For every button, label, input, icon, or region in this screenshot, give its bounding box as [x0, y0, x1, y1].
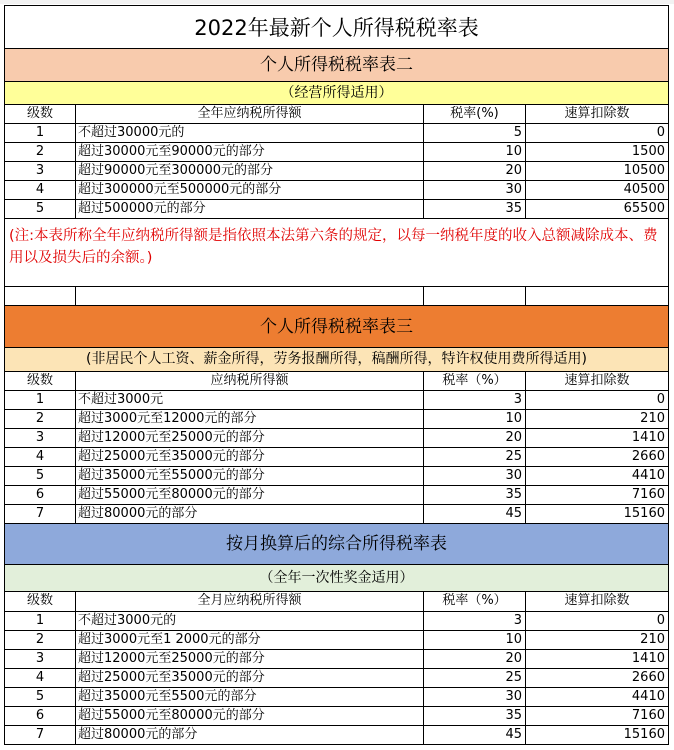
- level-cell[interactable]: 4: [4, 669, 76, 688]
- table-row: [4, 486, 669, 505]
- income-range-cell[interactable]: 超过35000元至5500元的部分: [76, 688, 424, 707]
- income-range-cell[interactable]: 超过12000元至25000元的部分: [76, 650, 424, 669]
- level-cell[interactable]: 3: [4, 429, 76, 448]
- header-level[interactable]: 级数: [4, 372, 76, 391]
- table-row: [4, 391, 669, 410]
- deduction-cell[interactable]: 210: [526, 410, 669, 429]
- table-row: [4, 162, 669, 181]
- deduction-cell[interactable]: 1500: [526, 143, 669, 162]
- empty-row: [4, 287, 669, 306]
- table2-note[interactable]: (注:本表所称全年应纳税所得额是指依照本法第六条的规定，以每一纳税年度的收入总额减除成本、费用以及损失后的余额。): [4, 219, 669, 287]
- income-range-cell[interactable]: 超过55000元至80000元的部分: [76, 486, 424, 505]
- table-row: [4, 688, 669, 707]
- table2-header-row: [4, 105, 669, 124]
- deduction-cell[interactable]: 10500: [526, 162, 669, 181]
- level-cell[interactable]: 4: [4, 448, 76, 467]
- table-row: [4, 124, 669, 143]
- table4-title[interactable]: 按月换算后的综合所得税率表: [4, 524, 669, 565]
- income-range-cell[interactable]: 超过35000元至55000元的部分: [76, 467, 424, 486]
- rate-cell[interactable]: 20: [424, 162, 526, 181]
- level-cell[interactable]: 5: [4, 688, 76, 707]
- rate-cell[interactable]: 45: [424, 726, 526, 745]
- header-level[interactable]: 级数: [4, 592, 76, 612]
- deduction-cell[interactable]: 2660: [526, 448, 669, 467]
- empty-cell[interactable]: [526, 287, 669, 306]
- income-range-cell[interactable]: 超过300000元至500000元的部分: [76, 181, 424, 200]
- rate-cell[interactable]: 10: [424, 143, 526, 162]
- table-row: [4, 410, 669, 429]
- table-row: [4, 707, 669, 726]
- income-range-cell[interactable]: 不超过3000元的: [76, 612, 424, 631]
- deduction-cell[interactable]: 210: [526, 631, 669, 650]
- level-cell[interactable]: 7: [4, 505, 76, 524]
- header-deduction[interactable]: 速算扣除数: [526, 592, 669, 612]
- level-cell[interactable]: 5: [4, 200, 76, 219]
- deduction-cell[interactable]: 65500: [526, 200, 669, 219]
- level-cell[interactable]: 3: [4, 650, 76, 669]
- rate-cell[interactable]: 25: [424, 448, 526, 467]
- table-row: [4, 612, 669, 631]
- level-cell[interactable]: 1: [4, 612, 76, 631]
- income-range-cell[interactable]: 不超过30000元的: [76, 124, 424, 143]
- table3-header-row: [4, 372, 669, 391]
- deduction-cell[interactable]: 4410: [526, 688, 669, 707]
- deduction-cell[interactable]: 40500: [526, 181, 669, 200]
- income-range-cell[interactable]: 超过25000元至35000元的部分: [76, 448, 424, 467]
- income-range-cell[interactable]: 超过30000元至90000元的部分: [76, 143, 424, 162]
- rate-cell[interactable]: 35: [424, 486, 526, 505]
- level-cell[interactable]: 4: [4, 181, 76, 200]
- deduction-cell[interactable]: 15160: [526, 726, 669, 745]
- table-row: [4, 505, 669, 524]
- rate-cell[interactable]: 35: [424, 200, 526, 219]
- deduction-cell[interactable]: 0: [526, 612, 669, 631]
- deduction-cell[interactable]: 0: [526, 391, 669, 410]
- rate-cell[interactable]: 20: [424, 429, 526, 448]
- grid-strip: [0, 0, 674, 4]
- table-row: [4, 631, 669, 650]
- table-row: [4, 448, 669, 467]
- table2-subtitle[interactable]: （经营所得适用）: [4, 82, 669, 105]
- empty-cell[interactable]: [4, 287, 76, 306]
- level-cell[interactable]: 5: [4, 467, 76, 486]
- rate-cell[interactable]: 30: [424, 181, 526, 200]
- level-cell[interactable]: 1: [4, 124, 76, 143]
- table4-header-row: [4, 592, 669, 612]
- income-range-cell[interactable]: 超过500000元的部分: [76, 200, 424, 219]
- table-row: [4, 467, 669, 486]
- level-cell[interactable]: 3: [4, 162, 76, 181]
- table3-subtitle[interactable]: (非居民个人工资、薪金所得，劳务报酬所得，稿酬所得，特许权使用费所得适用): [4, 348, 669, 372]
- table-row: [4, 650, 669, 669]
- header-rate[interactable]: 税率（%）: [424, 592, 526, 612]
- level-cell[interactable]: 6: [4, 707, 76, 726]
- deduction-cell[interactable]: 0: [526, 124, 669, 143]
- income-range-cell[interactable]: 超过90000元至300000元的部分: [76, 162, 424, 181]
- table4-subtitle[interactable]: （全年一次性奖金适用）: [4, 565, 669, 592]
- level-cell[interactable]: 2: [4, 410, 76, 429]
- header-rate[interactable]: 税率(%): [424, 105, 526, 124]
- rate-cell[interactable]: 5: [424, 124, 526, 143]
- rate-cell[interactable]: 10: [424, 410, 526, 429]
- rate-cell[interactable]: 30: [424, 688, 526, 707]
- empty-cell[interactable]: [424, 287, 526, 306]
- table-row: [4, 200, 669, 219]
- level-cell[interactable]: 7: [4, 726, 76, 745]
- rate-cell[interactable]: 30: [424, 467, 526, 486]
- rate-cell[interactable]: 3: [424, 391, 526, 410]
- table-row: [4, 181, 669, 200]
- header-income[interactable]: 全年应纳税所得额: [76, 105, 424, 124]
- income-range-cell[interactable]: 超过55000元至80000元的部分: [76, 707, 424, 726]
- deduction-cell[interactable]: 2660: [526, 669, 669, 688]
- rate-cell[interactable]: 20: [424, 650, 526, 669]
- level-cell[interactable]: 1: [4, 391, 76, 410]
- header-deduction[interactable]: 速算扣除数: [526, 105, 669, 124]
- income-range-cell[interactable]: 不超过3000元: [76, 391, 424, 410]
- income-range-cell[interactable]: 超过25000元至35000元的部分: [76, 669, 424, 688]
- table-row: [4, 429, 669, 448]
- level-cell[interactable]: 2: [4, 143, 76, 162]
- deduction-cell[interactable]: 7160: [526, 486, 669, 505]
- table2-title[interactable]: 个人所得税税率表二: [4, 49, 669, 82]
- income-range-cell[interactable]: 超过80000元的部分: [76, 726, 424, 745]
- income-range-cell[interactable]: 超过12000元至25000元的部分: [76, 429, 424, 448]
- income-range-cell[interactable]: 超过80000元的部分: [76, 505, 424, 524]
- header-rate[interactable]: 税率（%）: [424, 372, 526, 391]
- deduction-cell[interactable]: 15160: [526, 505, 669, 524]
- income-range-cell[interactable]: 超过3000元至12000元的部分: [76, 410, 424, 429]
- empty-cell[interactable]: [76, 287, 424, 306]
- income-range-cell[interactable]: 超过3000元至1 2000元的部分: [76, 631, 424, 650]
- rate-cell[interactable]: 25: [424, 669, 526, 688]
- rate-cell[interactable]: 35: [424, 707, 526, 726]
- table-row: [4, 143, 669, 162]
- header-income[interactable]: 应纳税所得额: [76, 372, 424, 391]
- deduction-cell[interactable]: 1410: [526, 650, 669, 669]
- table-row: [4, 669, 669, 688]
- header-level[interactable]: 级数: [4, 105, 76, 124]
- deduction-cell[interactable]: 1410: [526, 429, 669, 448]
- level-cell[interactable]: 6: [4, 486, 76, 505]
- rate-cell[interactable]: 3: [424, 612, 526, 631]
- table-row: [4, 726, 669, 745]
- page-title[interactable]: 2022年最新个人所得税税率表: [4, 5, 669, 49]
- deduction-cell[interactable]: 4410: [526, 467, 669, 486]
- header-income[interactable]: 全月应纳税所得额: [76, 592, 424, 612]
- deduction-cell[interactable]: 7160: [526, 707, 669, 726]
- rate-cell[interactable]: 45: [424, 505, 526, 524]
- table3-title[interactable]: 个人所得税税率表三: [4, 306, 669, 348]
- rate-cell[interactable]: 10: [424, 631, 526, 650]
- header-deduction[interactable]: 速算扣除数: [526, 372, 669, 391]
- level-cell[interactable]: 2: [4, 631, 76, 650]
